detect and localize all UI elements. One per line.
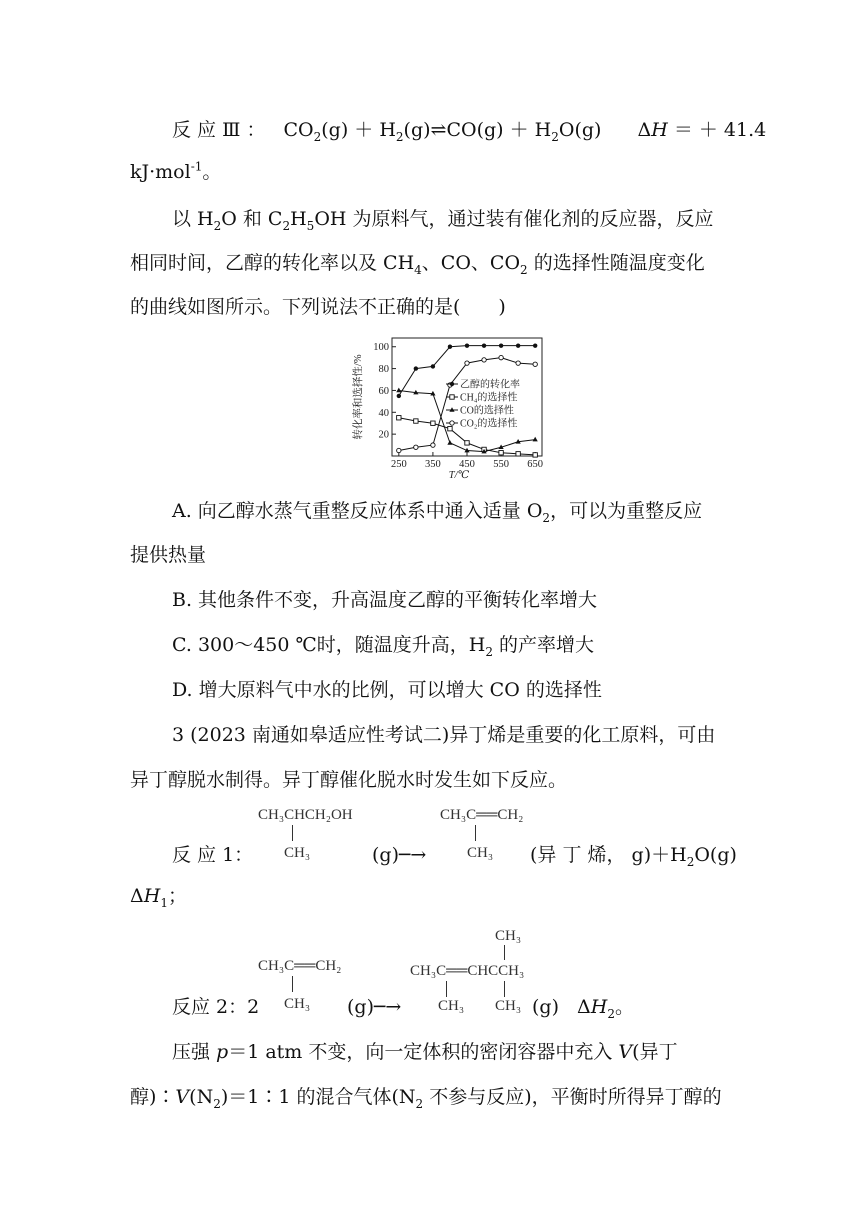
text: C. 300～450 ℃时，随温度升高，H	[172, 634, 486, 656]
text: 2	[520, 262, 528, 277]
reaction-2-enthalpy	[532, 996, 635, 1021]
x-tick-label: 350	[425, 459, 441, 470]
data-point	[516, 452, 520, 456]
data-point	[465, 343, 469, 347]
y-axis-label: 转化率和选择性/%	[353, 354, 364, 440]
dimer-top-methyl: CH₃	[495, 928, 522, 944]
text: 、CO、CO	[421, 252, 521, 274]
text: kJ·mol	[130, 161, 191, 183]
data-point	[414, 366, 418, 370]
text: 3 (2023 南通如皋适应性考试二)异丁烯是重要的化工原料，可由	[172, 724, 716, 746]
text: 2	[415, 1096, 424, 1111]
isobutene-bond	[475, 825, 476, 841]
data-point	[482, 358, 486, 362]
legend-label: CO₂的选择性	[460, 418, 518, 430]
reaction-3-label: 反 应 Ⅲ ：	[172, 119, 266, 141]
text: 不参与反应)，平衡时所得异丁醇的	[423, 1086, 722, 1108]
text: O 和 C	[221, 208, 283, 230]
isobutene-structure-top: CH₃C══CH₂	[440, 807, 524, 823]
text	[283, 119, 602, 144]
data-point	[431, 364, 435, 368]
x-tick-label: 650	[527, 459, 544, 470]
reaction-1-products	[530, 844, 737, 869]
text: ＝1 atm 不变，向一定体积的密闭容器中充入	[228, 1041, 619, 1063]
data-point	[414, 419, 418, 423]
dimer-bottom-methyl-1: CH₃	[438, 998, 465, 1014]
dimer-bond-2	[504, 981, 505, 997]
text: V	[175, 1086, 190, 1108]
x-axis-label: T/℃	[448, 470, 470, 480]
data-point	[499, 343, 503, 347]
text: 2	[551, 129, 559, 144]
text: 1	[160, 895, 168, 910]
legend-label: CO的选择性	[460, 405, 514, 417]
text: 提供热量	[130, 544, 207, 566]
text: Δ	[130, 885, 144, 907]
text: ＝ ＋ 41.4	[667, 119, 767, 141]
x-tick-label: 550	[493, 459, 509, 470]
text: 相同时间，乙醇的转化率以及 CH	[130, 252, 415, 274]
reaction-3-line2	[130, 159, 222, 183]
isobutene2-structure-top: CH₃C══CH₂	[258, 958, 342, 974]
y-tick-label: 80	[378, 364, 389, 376]
text: H	[590, 996, 608, 1018]
data-point	[450, 421, 454, 425]
isobutene2-structure-bottom: CH₃	[284, 996, 311, 1012]
final-paragraph-line2	[130, 1086, 722, 1111]
series-line	[399, 358, 535, 451]
dimer-bond-1	[446, 981, 447, 997]
dimer-structure-mid: CH₃C══CHCCH₃	[410, 963, 525, 979]
text: H	[290, 208, 307, 230]
reaction-1-arrow: (g)─→	[372, 844, 427, 866]
reaction-2-label: 反应 2：2	[172, 996, 260, 1018]
data-point	[414, 445, 418, 449]
text: 2	[542, 510, 551, 525]
text: 压强	[172, 1041, 217, 1063]
text: Δ	[577, 996, 591, 1018]
dimer-top-bond	[504, 945, 505, 960]
text: 2	[686, 854, 695, 869]
text: ，可以为重整反应	[550, 500, 703, 522]
data-point	[397, 448, 401, 452]
x-tick-label: 450	[459, 459, 475, 470]
text: 的选择性随温度变化	[527, 252, 705, 274]
text: 2	[395, 129, 404, 144]
data-point	[533, 437, 538, 442]
option-a-line1[interactable]	[172, 500, 703, 525]
reaction-1-label: 反 应 1：	[172, 844, 254, 866]
data-point	[397, 394, 401, 398]
isobutanol-structure-bottom: CH₃	[284, 845, 311, 861]
text: 2	[485, 644, 493, 659]
question-3-line2	[130, 771, 567, 790]
data-point	[516, 361, 520, 365]
data-point	[465, 441, 469, 445]
isobutene-structure-bottom: CH₃	[467, 845, 494, 861]
text: D. 增大原料气中水的比例，可以增大 CO 的选择性	[172, 679, 602, 701]
data-point	[450, 382, 454, 386]
final-paragraph-line1	[172, 1043, 678, 1062]
paragraph-1-line3	[130, 298, 506, 317]
text: 的产率增大	[492, 634, 595, 656]
y-tick-label: 20	[378, 429, 389, 441]
reaction-3-line1	[172, 119, 767, 144]
data-point	[431, 443, 435, 447]
temperature-selectivity-chart	[350, 330, 550, 480]
text: O(g)	[558, 119, 602, 141]
text: (g)	[403, 119, 431, 141]
legend-label: 乙醇的转化率	[460, 379, 520, 391]
data-point	[447, 440, 452, 445]
data-point	[516, 343, 520, 347]
text: (异 丁 烯， g)＋H	[530, 844, 687, 866]
data-point	[431, 421, 435, 425]
data-point	[465, 361, 469, 365]
text: 异丁醇脱水制得。异丁醇催化脱水时发生如下反应。	[130, 769, 568, 791]
text: (N	[189, 1086, 214, 1108]
isobutanol-bond	[292, 825, 293, 841]
question-3-line1	[172, 726, 715, 745]
text: 2	[282, 218, 291, 233]
data-point	[533, 362, 537, 366]
isobutanol-structure-top: CH₃CHCH₂OH	[258, 807, 353, 823]
option-c[interactable]	[172, 634, 595, 659]
text: 。	[202, 161, 222, 183]
text: -1	[190, 159, 203, 174]
text: V	[618, 1041, 633, 1063]
data-point	[499, 451, 503, 455]
reaction-2-arrow: (g)─→	[347, 996, 402, 1018]
text: 。	[615, 996, 635, 1018]
text: 2	[213, 1096, 221, 1111]
data-point	[448, 426, 452, 430]
paragraph-1-line1	[172, 208, 714, 233]
data-point	[448, 345, 452, 349]
reaction-1-enthalpy	[130, 885, 187, 910]
option-a-line2	[130, 546, 206, 565]
data-point	[450, 395, 454, 399]
text: (g)	[532, 996, 559, 1018]
text: (g) ＋ H	[321, 119, 396, 141]
isobutene2-bond	[292, 976, 293, 992]
enthalpy	[638, 119, 767, 141]
text: H	[651, 119, 668, 141]
text: CO(g) ＋ H	[446, 119, 552, 141]
option-b[interactable]	[172, 591, 597, 610]
data-point	[397, 416, 401, 420]
text	[577, 996, 635, 1021]
text: 以 H	[172, 208, 214, 230]
text: Δ	[637, 119, 652, 141]
paragraph-1-line2	[130, 252, 705, 277]
text: (异丁	[632, 1041, 678, 1063]
text: )＝1∶1 的混合气体(N	[220, 1086, 416, 1108]
data-point	[533, 453, 537, 457]
dimer-bottom-methyl-2: CH₃	[495, 998, 522, 1014]
y-tick-label: 100	[373, 342, 389, 354]
legend-label: CH₄的选择性	[460, 392, 518, 404]
option-d[interactable]	[172, 681, 602, 700]
data-point	[396, 388, 401, 393]
y-tick-label: 40	[378, 407, 389, 419]
x-tick-label: 250	[390, 459, 407, 470]
text: B. 其他条件不变，升高温度乙醇的平衡转化率增大	[172, 589, 598, 611]
text: 2	[213, 218, 222, 233]
text: O(g)	[694, 844, 737, 866]
data-point	[533, 343, 537, 347]
text: 2	[607, 1006, 615, 1021]
text: H	[143, 885, 161, 907]
data-point	[482, 343, 486, 347]
text: A. 向乙醇水蒸气重整反应体系中通入适量 O	[172, 500, 543, 522]
text: 的曲线如图所示。下列说法不正确的是( )	[130, 296, 506, 318]
text: ；	[167, 885, 187, 907]
y-tick-label: 60	[378, 385, 389, 397]
text: 2	[313, 129, 322, 144]
text: 醇)∶	[130, 1086, 176, 1108]
text: OH 为原料气，通过装有催化剂的反应器，反应	[314, 208, 714, 230]
text: p	[216, 1041, 229, 1063]
equilibrium-arrow: ⇌	[430, 119, 447, 141]
text: 5	[306, 218, 315, 233]
text: CO	[283, 119, 314, 141]
data-point	[499, 355, 503, 359]
text: 4	[414, 262, 422, 277]
